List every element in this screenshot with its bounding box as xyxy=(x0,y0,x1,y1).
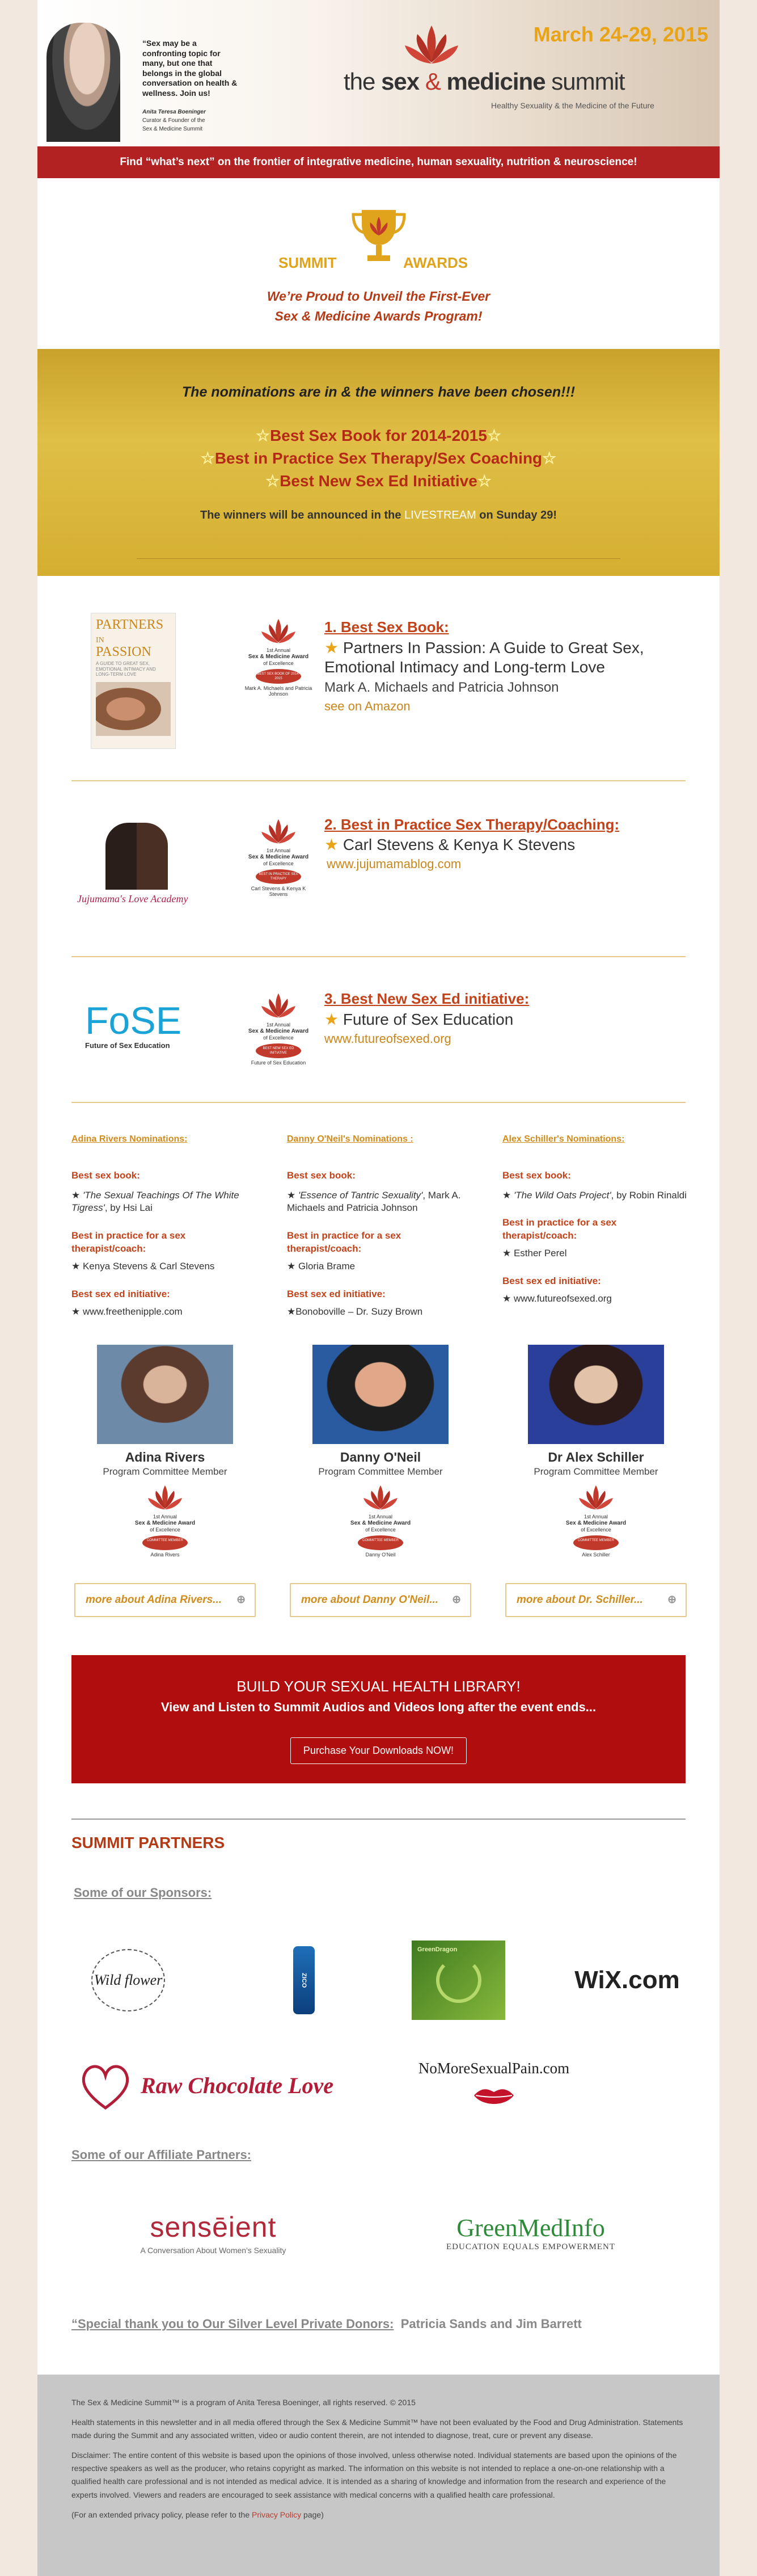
announcement-pre: The winners will be announced in the xyxy=(200,509,401,522)
lotus-icon xyxy=(361,1482,400,1514)
donors-names: Patricia Sands and Jim Barrett xyxy=(400,2317,582,2331)
seal-ribbon: COMMITTEE MEMBER xyxy=(573,1535,619,1550)
seal-line-1: 1st Annual xyxy=(583,1514,608,1519)
senseient-tagline: A Conversation About Women's Sexuality xyxy=(140,2246,286,2255)
awards-proud-text xyxy=(37,287,720,326)
lotus-logo-icon xyxy=(400,23,463,68)
seal-line-1: 1st Annual xyxy=(266,1022,291,1028)
category-3 xyxy=(37,470,720,493)
seal-text xyxy=(242,1022,315,1041)
category-2 xyxy=(37,447,720,470)
category-3-label: Best New Sex Ed Initiative xyxy=(280,472,477,490)
footer-fda-statement: Health statements in this newsletter and in all media offered through the Sex & Medicine Summit™ have not been evaluated by the Food and Drug Administration. Statements made during the Summit and any associated written, video or audio content therein, are not intended to diagnose, treat, cure or prevent any disease. xyxy=(71,2418,683,2440)
lotus-icon xyxy=(145,1482,185,1514)
nom-book-label: Best sex book: xyxy=(71,1169,140,1181)
seal-text xyxy=(242,848,315,867)
nom-practice: ★ Gloria Brame xyxy=(287,1261,356,1272)
winner-3-desc xyxy=(324,1010,513,1029)
nom-book-author: , Mark A. Michaels and Patricia Johnson xyxy=(287,1189,461,1214)
signature-role-2: Sex & Medicine Summit xyxy=(142,126,203,132)
winner-1-title: 1. Best Sex Book: xyxy=(324,618,449,635)
star-icon: ★ xyxy=(324,836,339,853)
seal-line-1: 1st Annual xyxy=(368,1514,393,1519)
member-role: Program Committee Member xyxy=(534,1466,658,1477)
committee-seal xyxy=(71,1482,259,1558)
brand-the: the xyxy=(344,68,375,95)
seal-line-3: of Excellence xyxy=(150,1526,180,1533)
winner-1-desc xyxy=(324,638,687,676)
category-1 xyxy=(37,424,720,447)
more-about-label: more about Adina Rivers... xyxy=(86,1594,222,1606)
more-about-button[interactable] xyxy=(505,1583,687,1617)
jujumama-logo xyxy=(77,823,202,914)
member-name: Adina Rivers xyxy=(125,1450,205,1464)
member-photo xyxy=(528,1345,664,1444)
nom-ed: ★Bonoboville – Dr. Suzy Brown xyxy=(287,1306,423,1318)
seal-line-2: Sex & Medicine Award xyxy=(248,1028,309,1034)
wildflower-logo-text: Wild flower xyxy=(91,1949,165,2011)
affiliates-label: Some of our Affiliate Partners: xyxy=(71,2148,252,2162)
nom-ed: ★ www.futureofsexed.org xyxy=(502,1293,612,1304)
committee-member xyxy=(71,1345,259,1558)
member-photo xyxy=(97,1345,233,1444)
signature-name: Anita Teresa Boeninger xyxy=(142,109,206,115)
green-sponsor-text: GreenDragon xyxy=(417,1946,458,1953)
lotus-icon xyxy=(576,1482,616,1514)
nom-practice-label: Best in practice for a sex therapist/coach: xyxy=(287,1230,401,1255)
wix-logo-text: WiX.com xyxy=(574,1966,680,1994)
star-icon: ★ xyxy=(71,1189,83,1201)
donors-label: “Special thank you to Our Silver Level Private Donors: xyxy=(71,2317,394,2331)
announcement-text xyxy=(37,509,720,522)
book-cover-photo xyxy=(96,682,171,736)
seal-recipient: Future of Sex Education xyxy=(251,1059,306,1066)
seal-line-2: Sex & Medicine Award xyxy=(350,1519,411,1526)
seal-ribbon: COMMITTEE MEMBER xyxy=(358,1535,403,1550)
divider xyxy=(71,1102,686,1103)
star-icon: ★ xyxy=(502,1189,514,1201)
jujumama-caption: Jujumama's Love Academy xyxy=(77,893,188,904)
book-t2: IN xyxy=(96,636,104,645)
nom-book xyxy=(71,1189,259,1215)
header-banner xyxy=(37,0,720,146)
proud-line-2: Sex & Medicine Awards Program! xyxy=(274,308,483,323)
member-photo xyxy=(312,1345,449,1444)
seal-recipient: Carl Stevens & Kenya K Stevens xyxy=(251,885,306,897)
award-seal xyxy=(242,816,315,901)
raw-chocolate-love-logo[interactable] xyxy=(77,2057,355,2114)
signature-role-1: Curator & Founder of the xyxy=(142,117,205,124)
winner-1-desc-text: Partners In Passion: A Guide to Great Sex, Emotional Intimacy and Long-term Love xyxy=(324,639,644,676)
greenmedinfo-tagline: EDUCATION EQUALS EMPOWERMENT xyxy=(446,2242,615,2251)
nomination-column xyxy=(71,1133,259,1319)
nom-book-label: Best sex book: xyxy=(502,1169,571,1181)
seal-line-3: of Excellence xyxy=(365,1526,396,1533)
nom-book xyxy=(502,1189,690,1202)
futureofsexed-link[interactable]: www.futureofsexed.org xyxy=(324,1032,451,1046)
lips-icon xyxy=(471,2083,517,2111)
nomination-title-link[interactable]: Danny O'Neil's Nominations : xyxy=(287,1134,413,1144)
nom-practice: ★ Esther Perel xyxy=(502,1248,567,1259)
nom-book-author: , by Hsi Lai xyxy=(104,1202,153,1214)
committee-seal xyxy=(502,1482,690,1558)
senseient-logo[interactable] xyxy=(122,2204,304,2261)
lotus-icon xyxy=(259,816,298,848)
plus-icon: ⊕ xyxy=(452,1594,461,1606)
privacy-policy-link[interactable]: Privacy Policy xyxy=(252,2510,302,2519)
summit-brand xyxy=(344,68,625,95)
announcement-post: on Sunday 29! xyxy=(479,509,557,522)
divider xyxy=(71,1819,686,1820)
founder-portrait xyxy=(46,23,120,142)
winner-3-title: 3. Best New Sex Ed initiative: xyxy=(324,990,530,1007)
nom-ed: ★ www.freethenipple.com xyxy=(71,1306,183,1318)
member-name: Danny O'Neil xyxy=(340,1450,421,1464)
newsletter-page xyxy=(37,0,720,2576)
greenmedinfo-logo[interactable] xyxy=(434,2207,627,2258)
fose-caption: Future of Sex Education xyxy=(85,1041,170,1050)
nomoresexualpain-text: NoMoreSexualPain.com xyxy=(418,2059,570,2077)
proud-line-1: We’re Proud to Unveil the First-Ever xyxy=(267,289,490,304)
more-about-button[interactable] xyxy=(290,1583,471,1617)
award-categories xyxy=(37,424,720,492)
seal-line-2: Sex & Medicine Award xyxy=(248,653,309,660)
nomoresexualpain-logo[interactable] xyxy=(400,2048,587,2122)
plus-icon: ⊕ xyxy=(236,1594,246,1606)
wildflower-logo[interactable] xyxy=(83,1943,174,2017)
awards-intro xyxy=(37,204,720,326)
committee-member xyxy=(502,1345,690,1558)
brand-medicine: medicine xyxy=(446,68,545,95)
book-cover xyxy=(91,613,176,749)
nomination-title-link[interactable]: Alex Schiller's Nominations: xyxy=(502,1134,625,1144)
nom-ed-label: Best sex ed initiative: xyxy=(71,1289,170,1300)
committee-member xyxy=(287,1345,474,1558)
seal-line-3: of Excellence xyxy=(263,660,294,666)
seal-recipient: Alex Schiller xyxy=(582,1551,610,1558)
founder-quote: “Sex may be a confronting topic for many, but one that belongs in the global conversation on health & wellness. Join us! xyxy=(142,39,238,98)
nomination-title-link[interactable]: Adina Rivers Nominations: xyxy=(71,1134,188,1144)
event-date: March 24-29, 2015 xyxy=(533,23,708,46)
book-t1: PARTNERS xyxy=(96,617,164,632)
livestream-link[interactable]: LIVESTREAM xyxy=(404,509,476,522)
brand-tagline: Healthy Sexuality & the Medicine of the Future xyxy=(491,101,654,110)
library-cta xyxy=(71,1655,686,1783)
nomination-column xyxy=(287,1133,474,1319)
winner-1-authors: Mark A. Michaels and Patricia Johnson xyxy=(324,680,559,695)
nom-ed-label: Best sex ed initiative: xyxy=(502,1276,601,1287)
divider xyxy=(71,956,686,957)
nom-practice: ★ Kenya Stevens & Carl Stevens xyxy=(71,1261,215,1272)
sparkle-icon: ☆ xyxy=(265,472,280,490)
privacy-post: page) xyxy=(303,2510,324,2519)
sparkle-icon: ☆ xyxy=(487,427,502,444)
fern-icon xyxy=(436,1958,481,2003)
more-about-label: more about Danny O'Neil... xyxy=(301,1594,439,1606)
zico-bottle: ZICO xyxy=(293,1946,315,2014)
couple-photo xyxy=(105,823,168,890)
book-cover-title xyxy=(96,618,171,659)
nomination-column xyxy=(502,1133,690,1306)
seal-text xyxy=(287,1514,474,1533)
seal-line-1: 1st Annual xyxy=(153,1514,177,1519)
brand-summit: summit xyxy=(551,68,625,95)
founder-signature xyxy=(142,108,250,133)
raw-chocolate-love-text: Raw Chocolate Love xyxy=(141,2072,333,2098)
wix-logo[interactable] xyxy=(576,1955,678,2006)
frontier-banner: Find “what’s next” on the frontier of integrative medicine, human sexuality, nutrition & neuroscience! xyxy=(37,146,720,178)
winner-2-desc-text: Carl Stevens & Kenya K Stevens xyxy=(342,836,576,853)
award-seal xyxy=(242,616,315,701)
plus-icon: ⊕ xyxy=(667,1594,676,1606)
seal-text xyxy=(242,647,315,667)
seal-ribbon: BEST SEX BOOK OF 2014-2015 xyxy=(256,669,301,684)
star-icon: ★ xyxy=(287,1189,298,1201)
sparkle-icon: ☆ xyxy=(255,427,270,444)
summit-label: SUMMIT xyxy=(278,254,337,271)
jujumama-link[interactable]: www.jujumamablog.com xyxy=(327,857,462,871)
library-title: BUILD YOUR SEXUAL HEALTH LIBRARY! xyxy=(236,1678,521,1695)
more-about-label: more about Dr. Schiller... xyxy=(517,1594,643,1606)
senseient-text: sensēient xyxy=(150,2211,277,2243)
book-t3: PASSION xyxy=(96,645,151,659)
member-role: Program Committee Member xyxy=(318,1466,443,1477)
see-on-amazon-link[interactable]: see on Amazon xyxy=(324,699,411,713)
gold-divider xyxy=(137,558,620,559)
sponsors-label: Some of our Sponsors: xyxy=(74,1885,212,1900)
brand-amp: & xyxy=(425,68,441,95)
seal-line-2: Sex & Medicine Award xyxy=(565,1519,627,1526)
greenmedinfo-text: GreenMedInfo xyxy=(456,2214,605,2242)
brand-sex: sex xyxy=(381,68,420,95)
awards-label: AWARDS xyxy=(403,254,468,271)
green-sponsor-logo[interactable] xyxy=(412,1941,505,2020)
nom-book-title: 'The Wild Oats Project' xyxy=(513,1189,611,1201)
seal-text xyxy=(71,1514,259,1533)
fose-logo-text: FoSE xyxy=(85,999,182,1042)
category-2-label: Best in Practice Sex Therapy/Sex Coaching xyxy=(214,449,543,467)
seal-recipient: Danny O'Neil xyxy=(365,1551,396,1558)
seal-recipient: Mark A. Michaels and Patricia Johnson xyxy=(244,685,312,697)
star-icon: ★ xyxy=(324,1011,339,1028)
nom-book-title: 'Essence of Tantric Sexuality' xyxy=(298,1189,423,1201)
footer xyxy=(37,2375,720,2576)
donors-line xyxy=(71,2317,582,2331)
privacy-pre: (For an extended privacy policy, please refer to the xyxy=(71,2510,250,2519)
sparkle-icon: ☆ xyxy=(542,449,557,467)
winner-2-title: 2. Best in Practice Sex Therapy/Coaching: xyxy=(324,816,620,833)
winner-2-desc xyxy=(324,835,575,855)
purchase-downloads-button[interactable]: Purchase Your Downloads NOW! xyxy=(290,1737,467,1764)
footer-disclaimer: Disclaimer: The entire content of this website is based upon the opinions of those involved, unless otherwise noted. Individual statements are based upon the opinions of the respective speakers as well as the producer, who retains copyright as marked. The information on this website is not intended to replace a one-on-one relationship with a qualified health care professional and is not intended as medical advice. It is intended as a sharing of knowledge and information from the research and experience of the experts involved. Viewers and readers are encouraged to seek assistance with medical concerns with a qualified health care professional. xyxy=(71,2451,677,2499)
seal-line-2: Sex & Medicine Award xyxy=(248,853,309,860)
seal-line-1: 1st Annual xyxy=(266,848,291,853)
nom-book-author: , by Robin Rinaldi xyxy=(611,1189,687,1201)
book-subtitle: A GUIDE TO GREAT SEX, EMOTIONAL INTIMACY AND LONG-TERM LOVE xyxy=(96,661,156,677)
heart-icon xyxy=(77,2060,134,2111)
seal-line-2: Sex & Medicine Award xyxy=(134,1519,196,1526)
star-icon: ★ xyxy=(324,639,339,656)
nom-practice-label: Best in practice for a sex therapist/coach: xyxy=(71,1230,186,1255)
seal-line-3: of Excellence xyxy=(581,1526,611,1533)
category-1-label: Best Sex Book for 2014-2015 xyxy=(270,427,487,444)
footer-copyright: The Sex & Medicine Summit™ is a program of Anita Teresa Boeninger, all rights reserved. © 2015 xyxy=(71,2398,416,2407)
seal-text xyxy=(502,1514,690,1533)
seal-line-3: of Excellence xyxy=(263,1034,294,1041)
seal-ribbon: BEST IN PRACTICE SEX THERAPY xyxy=(256,869,301,884)
nom-book-label: Best sex book: xyxy=(287,1169,356,1181)
sparkle-icon: ☆ xyxy=(477,472,492,490)
award-seal xyxy=(242,990,315,1075)
lotus-icon xyxy=(259,616,298,647)
member-name: Dr Alex Schiller xyxy=(548,1450,644,1464)
seal-line-3: of Excellence xyxy=(263,860,294,866)
committee-seal xyxy=(287,1482,474,1558)
library-subtitle: View and Listen to Summit Audios and Videos long after the event ends... xyxy=(160,1700,597,1714)
footer-privacy xyxy=(71,2508,686,2522)
lotus-icon xyxy=(259,990,298,1022)
more-about-button[interactable] xyxy=(74,1583,256,1617)
zico-logo[interactable] xyxy=(287,1943,321,2017)
seal-ribbon: COMMITTEE MEMBER xyxy=(142,1535,188,1550)
seal-recipient: Adina Rivers xyxy=(150,1551,180,1558)
trophy-icon xyxy=(348,204,410,267)
nom-book xyxy=(287,1189,474,1215)
nominations-gold-band xyxy=(37,349,720,576)
sparkle-icon: ☆ xyxy=(200,449,215,467)
nom-practice-label: Best in practice for a sex therapist/coach: xyxy=(502,1217,617,1241)
nom-ed-label: Best sex ed initiative: xyxy=(287,1289,386,1300)
seal-ribbon: BEST NEW SEX ED INITIATIVE xyxy=(256,1043,301,1058)
seal-line-1: 1st Annual xyxy=(266,647,291,653)
summit-partners-title: SUMMIT PARTNERS xyxy=(71,1834,225,1851)
divider xyxy=(71,780,686,781)
fose-logo xyxy=(85,999,198,1050)
nom-book-title: 'The Sexual Teachings Of The White Tigress' xyxy=(71,1189,239,1214)
nominations-heading: The nominations are in & the winners have been chosen!!! xyxy=(181,384,576,400)
member-role: Program Committee Member xyxy=(103,1466,227,1477)
winner-3-desc-text: Future of Sex Education xyxy=(342,1011,514,1028)
